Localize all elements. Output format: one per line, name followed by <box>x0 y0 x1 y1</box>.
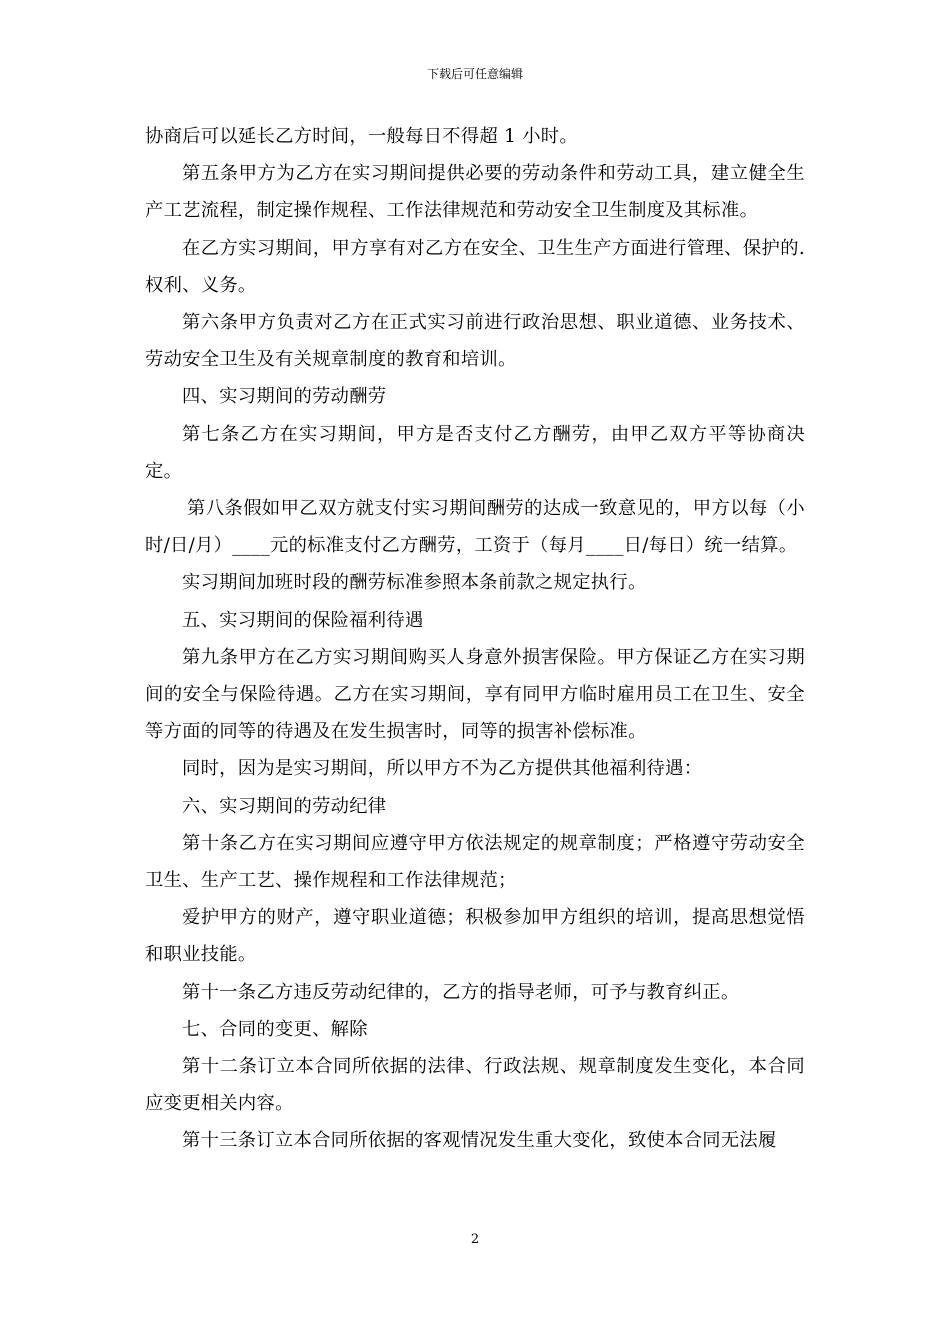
page-number: 2 <box>470 1232 480 1247</box>
page-header: 下载后可任意编辑 <box>426 67 523 81</box>
paragraph: 第八条假如甲乙双方就支付实习期间酬劳的达成一致意见的，甲方以每（小时/日/月）____元的标准支付乙方酬劳，工资于（每月____日/每日）统一结算。 <box>145 498 805 557</box>
paragraph: 第十一条乙方违反劳动纪律的，乙方的指导老师，可予与教育纠正。 <box>182 981 740 1003</box>
paragraph: 在乙方实习期间，甲方享有对乙方在安全、卫生生产方面进行管理、保护的. 权利、义务。 <box>145 237 805 296</box>
section-heading: 七、合同的变更、解除 <box>182 1018 368 1040</box>
paragraph: 实习期间加班时段的酬劳标准参照本条前款之规定执行。 <box>182 572 647 594</box>
paragraph: 第十三条订立本合同所依据的客观情况发生重大变化，致使本合同无法履 <box>182 1130 777 1152</box>
paragraph: 第十二条订立本合同所依据的法律、行政法规、规章制度发生变化，本合同应变更相关内容。 <box>145 1056 805 1115</box>
paragraph: 第五条甲方为乙方在实习期间提供必要的劳动条件和劳动工具，建立健全生产工艺流程，制定操作规程、工作法律规范和劳动安全卫生制度及其标准。 <box>145 163 805 222</box>
document-body <box>145 118 805 1160</box>
paragraph: 爱护甲方的财产，遵守职业道德；积极参加甲方组织的培训，提高思想觉悟和职业技能。 <box>145 907 805 966</box>
paragraph: 第六条甲方负责对乙方在正式实习前进行政治思想、职业道德、业务技术、劳动安全卫生及有关规章制度的教育和培训。 <box>145 312 805 371</box>
section-heading: 六、实习期间的劳动纪律 <box>182 795 387 817</box>
paragraph: 协商后可以延长乙方时间，一般每日不得超 1 小时。 <box>145 126 578 147</box>
paragraph: 同时，因为是实习期间，所以甲方不为乙方提供其他福利待遇： <box>182 758 703 780</box>
section-heading: 五、实习期间的保险福利待遇 <box>182 609 424 631</box>
paragraph: 第九条甲方在乙方实习期间购买人身意外损害保险。甲方保证乙方在实习期间的安全与保险待遇。乙方在实习期间，享有同甲方临时雇用员工在卫生、安全等方面的同等的待遇及在发生损害时，同等的损害补偿标准。 <box>145 646 805 743</box>
paragraph: 第七条乙方在实习期间，甲方是否支付乙方酬劳，由甲乙双方平等协商决定。 <box>145 423 805 482</box>
paragraph: 第十条乙方在实习期间应遵守甲方依法规定的规章制度；严格遵守劳动安全卫生、生产工艺、操作规程和工作法律规范； <box>145 832 805 892</box>
section-heading: 四、实习期间的劳动酬劳 <box>182 386 387 408</box>
